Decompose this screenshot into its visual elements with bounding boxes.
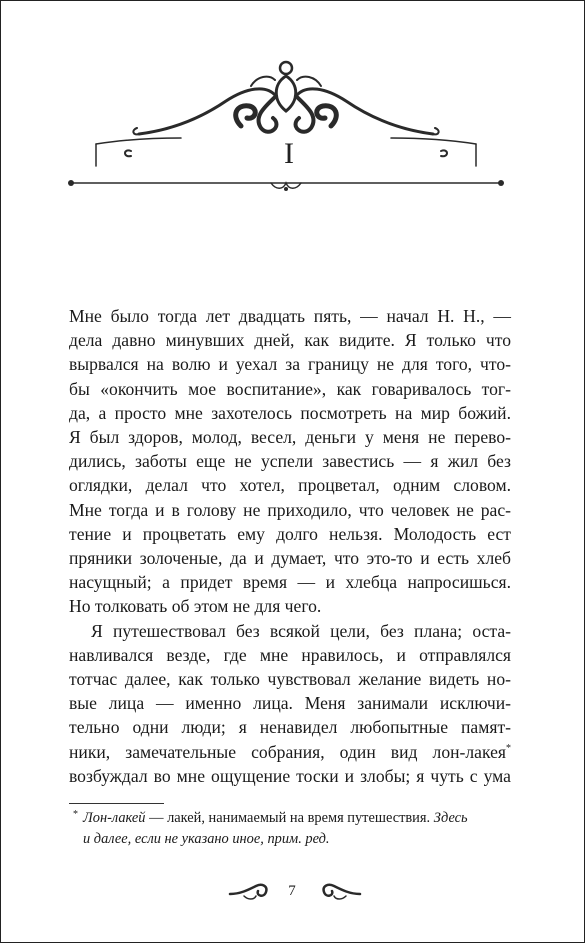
- footnote-term: Лон-лакей: [83, 810, 146, 826]
- text-line: Мне тогда и в голову не приходило, что человек не рас-: [69, 499, 511, 520]
- text-line-with-ref: [69, 740, 511, 764]
- page-number: 7: [288, 883, 296, 899]
- text-line: Я путешествовал без всякой цели, без плана; оста-: [91, 620, 511, 641]
- text-line: тение и процветать ему долго нельзя. Молодость ест: [69, 523, 511, 544]
- paragraph-1: [69, 304, 511, 619]
- text-line: вырвался на волю и уехал за границу не для того, что-: [69, 354, 511, 375]
- text-line: навливался везде, где мне нравилось, и отправлялся: [69, 644, 511, 665]
- footnote: [73, 808, 513, 850]
- footnote-mark: *: [73, 809, 78, 820]
- text-line: вые лица — именно лица. Меня занимали исключи-: [69, 693, 511, 714]
- text-line: дела давно минувших дней, как видите. Я только что: [69, 330, 511, 351]
- text-line: насущный; а придет время — и хлебца напросишься.: [69, 572, 511, 593]
- text-line: дились, заботы еще не успели завестись — я жил без: [69, 451, 511, 472]
- text-line: тельно одни люди; я ненавидел любопытные памят-: [69, 717, 511, 738]
- text-line: бы «окончить мое воспитание», как говаривалось тог-: [69, 378, 511, 399]
- body-text: [69, 304, 511, 788]
- text-line: Я был здоров, молод, весел, деньги у меня не перево-: [69, 427, 511, 448]
- text-line: возбуждал во мне ощущение тоски и злобы; я чуть с ума: [69, 765, 511, 786]
- footnote-line-2: [83, 829, 513, 850]
- footnote-divider: [69, 803, 164, 804]
- text-line: Но толковать об этом не для чего.: [69, 596, 322, 617]
- chapter-ornament: [61, 56, 511, 196]
- text-line: ники, замечательные собрания, один вид лон-лакея: [69, 741, 506, 762]
- text-line: Мне было тогда лет двадцать пять, — начал Н. Н., —: [69, 306, 511, 326]
- text-line: пряники золоченые, да и думает, что это-то и есть хлеб: [69, 548, 511, 569]
- footnote-reference[interactable]: *: [506, 742, 511, 754]
- footnote-editor-note-cont: и далее, если не указано иное, прим. ред.: [83, 831, 330, 847]
- footnote-editor-note: Здесь: [433, 810, 468, 826]
- paragraph-2: [69, 619, 511, 788]
- footnote-definition: — лакей, нанимаемый на время путешествия.: [145, 810, 434, 826]
- footnote-line-1: [83, 808, 513, 829]
- text-line: да, а просто мне захотелось посмотреть на мир божий.: [69, 402, 511, 423]
- text-line: оглядки, делал что хотел, процветал, одним словом.: [69, 475, 511, 496]
- text-line: тотчас далее, как только чувствовал желание видеть но-: [69, 669, 511, 690]
- chapter-number: I: [284, 137, 294, 170]
